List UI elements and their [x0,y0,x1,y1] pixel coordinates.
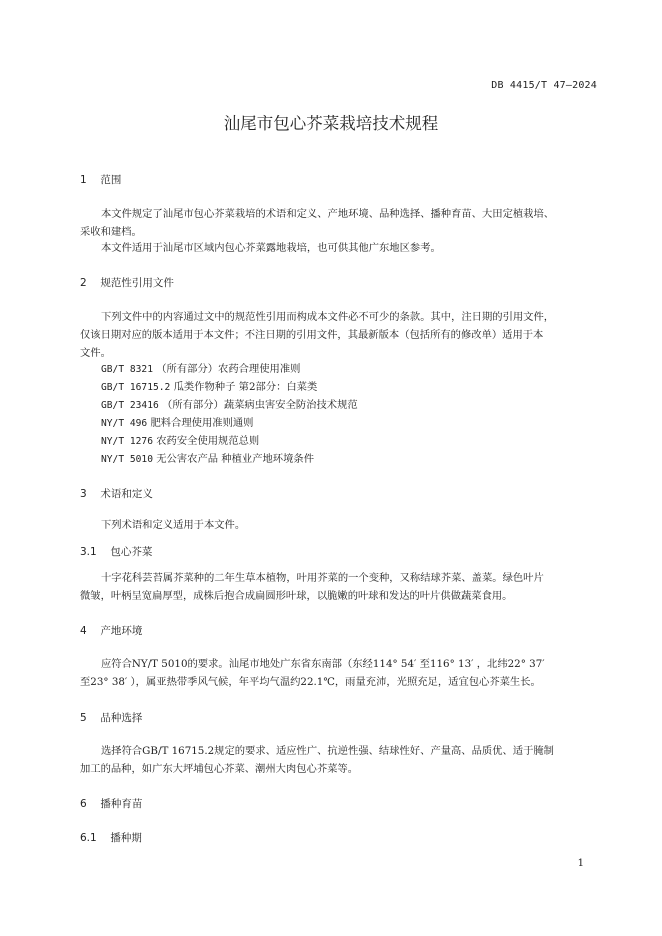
section-6-1-heading [80,830,142,845]
section-3-paragraph-1 [80,516,600,534]
section-5-heading [80,710,142,725]
section-number: 2 [80,277,87,289]
reference-title: 农药安全使用规范总则 [156,435,260,447]
section-5-paragraph-1 [80,742,600,778]
reference-code: NY/T 1276 [101,436,153,447]
reference-code: GB/T 23416 [101,400,159,411]
section-3-heading [80,486,153,501]
section-title: 播种期 [110,832,142,844]
reference-title: 无公害农产品 种植业产地环境条件 [156,453,314,465]
reference-item [101,450,314,465]
reference-title: （所有部分）蔬菜病虫害安全防治技术规范 [162,399,358,411]
section-title: 规范性引用文件 [100,277,174,289]
page-number: 1 [577,858,584,869]
text-line: 微皱，叶柄呈宽扁厚型，成株后抱合成扁圆形叶球，以脆嫩的叶球和发达的叶片供做蔬菜食用。 [80,590,513,602]
section-title: 播种育苗 [100,798,143,810]
text-line: 应符合NY/T 5010的要求。汕尾市地处广东省东南部（东经114° 54′ 至116° 13′ ，北纬22° 37′ [101,658,545,670]
section-6-heading [80,796,142,811]
section-3-1-heading [80,544,152,559]
reference-item [101,432,259,447]
text-line: 下列术语和定义适用于本文件。 [101,519,246,531]
section-1-paragraph-1 [80,205,600,241]
section-title: 品种选择 [100,712,143,724]
section-2-heading [80,275,174,290]
text-line: 采收和建档。 [80,226,142,238]
section-4-paragraph-1 [80,655,600,691]
section-title: 范围 [100,174,122,186]
text-line: 下列文件中的内容通过文中的规范性引用而构成本文件必不可少的条款。其中，注日期的引用文件， [101,311,555,323]
section-1-heading [80,172,121,187]
reference-title: （所有部分）农药合理使用准则 [156,363,301,375]
text-line: 至23° 38′ ），属亚热带季风气候，年平均气温约22.1℃，雨量充沛，光照充足，适宜包心芥菜生长。 [80,676,541,688]
section-title: 包心芥菜 [110,546,153,558]
section-1-paragraph-2 [80,239,600,257]
text-line: 选择符合GB/T 16715.2规定的要求、适应性广、抗逆性强、结球性好、产量高、品质优、适于腌制 [101,745,554,757]
text-line: 文件。 [80,347,111,359]
section-number: 4 [80,625,87,637]
section-title: 术语和定义 [100,488,153,500]
section-2-paragraph-1 [80,308,600,362]
section-number: 5 [80,712,87,724]
reference-title: 瓜类作物种子 第2部分：白菜类 [173,381,318,393]
reference-code: GB/T 8321 [101,364,153,375]
section-number: 1 [80,174,87,186]
document-title: 汕尾市包心芥菜栽培技术规程 [223,114,439,133]
section-number: 3.1 [80,546,97,558]
section-title: 产地环境 [100,625,143,637]
reference-item [101,360,300,375]
reference-item [101,378,317,393]
reference-item [101,396,358,411]
section-number: 6 [80,798,87,810]
text-line: 十字花科芸苔属芥菜种的二年生草本植物，叶用芥菜的一个变种，又称结球芥菜、盖菜。绿色叶片 [101,572,544,584]
reference-code: GB/T 16715.2 [101,382,171,393]
section-4-heading [80,623,142,638]
text-line: 本文件规定了汕尾市包心芥菜栽培的术语和定义、产地环境、品种选择、播种育苗、大田定植栽培、 [101,208,555,220]
text-line: 本文件适用于汕尾市区域内包心芥菜露地栽培，也可供其他广东地区参考。 [101,242,441,254]
section-number: 6.1 [80,832,97,844]
reference-code: NY/T 5010 [101,454,153,465]
section-number: 3 [80,488,87,500]
reference-title: 肥料合理使用准则通则 [150,417,254,429]
section-3-1-paragraph-1 [80,569,600,605]
reference-item [101,414,253,429]
document-code: DB 4415/T 47—2024 [491,80,597,91]
text-line: 加工的品种，如广东大坪埔包心芥菜、潮州大肉包心芥菜等。 [80,763,359,775]
text-line: 仅该日期对应的版本适用于本文件；不注日期的引用文件，其最新版本（包括所有的修改单）适用于本 [80,329,544,341]
reference-code: NY/T 496 [101,418,148,429]
